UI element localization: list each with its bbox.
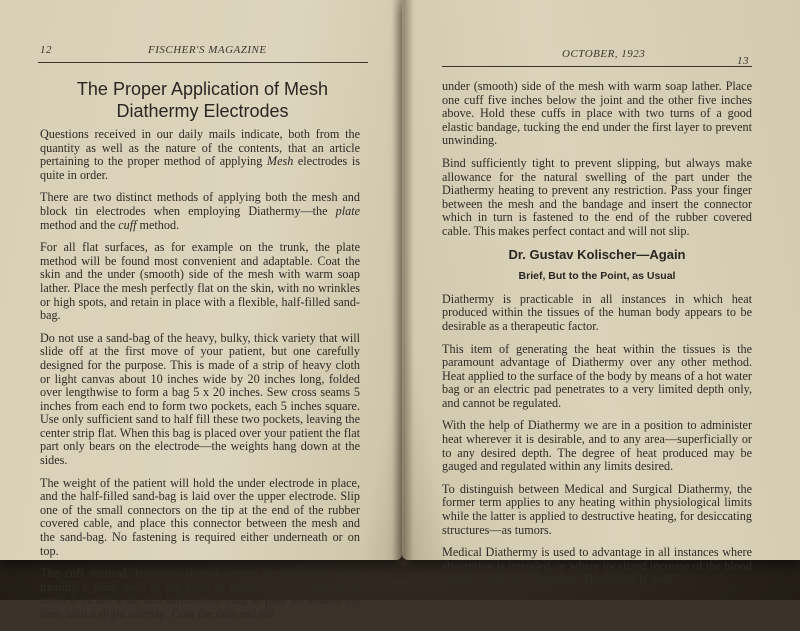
paragraph: There are two distinct methods of applying both the mesh and block tin electrodes when employing Diathermy—the plate method and the cuff method. [40, 190, 360, 232]
paragraph: With the help of Diathermy we are in a position to administer heat wherever it is desirable, and to any area—superficially or to any desired depth. The degree of heat produced may be gauged and regulated within any limits desired. [442, 418, 752, 474]
paragraph: The weight of the patient will hold the under electrode in place, and the half-filled sand-bag is laid over the upper electrode. Slip one of the small connectors on the tip at the end of the rubber covered cable, and place this connector between the mesh and the sand-bag. No fastening is required either underneath or on top. [40, 475, 360, 558]
right-column [442, 80, 752, 596]
paragraph: For all flat surfaces, as for example on the trunk, the plate method will be found most convenient and adaptable. Coat the skin and the under (smooth) side of the mesh with warm soap lather. Place the mesh perfectly flat on the skin, with no wrinkles or high spots, and retain in place with a flexible, half-filled sand-bag. [40, 240, 360, 323]
section-heading: Dr. Gustav Kolischer—Again [508, 246, 686, 262]
article-title [40, 78, 365, 122]
article-title-line2: Diathermy Electrodes [116, 101, 289, 121]
header-rule-right [442, 66, 752, 67]
paragraph: Questions received in our daily mails indicate, both from the quantity as well as the nature of the contents, that an article pertaining to the proper method of applying Mesh electrodes is quite in order. [40, 127, 360, 182]
section-subheading: Brief, But to the Point, as Usual [518, 270, 676, 283]
article-title-line1: The Proper Application of Mesh [76, 79, 329, 99]
paragraph: This item of generating the heat within the tissues is the paramount advantage of Diathermy over any other method. Heat applied to the surface of the body by means of a hot water bag or an electric pad penetrates to a very limited depth only, and cannot be regulated. [442, 341, 752, 410]
header-rule-left [38, 62, 368, 63]
paragraph: Medical Diathermy is used to advantage in all instances where absorption is intended, or where localized increase of the blood supply is desired. Therefore, Diathermy is used [442, 545, 752, 587]
paragraph: Diathermy is practicable in all instances in which heat produced within the tissues of the human body appears to be desirable as a therapeutic factor. [442, 291, 752, 333]
right-page [402, 0, 800, 587]
page-number-right: 13 [737, 55, 749, 67]
page-number-left: 12 [40, 44, 52, 56]
running-head-right: OCTOBER, 1923 [562, 48, 646, 60]
paragraph: Do not use a sand-bag of the heavy, bulky, thick variety that will slide off at the first move of your patient, but one carefully designed for the purpose. This is made of a strip of heavy cloth or light canvas about 10 inches wide by 20 inches long, folded over lengthwise to form a bag 5 x 20 inches. Sew cross seams 5 inches from each end to form two pockets, each 5 inches square. Use only sufficient sand to half fill these two pockets, leaving the center strip flat. When this bag is placed over your patient the flat part only bears on the electrode—the weights hang down at the sides. [40, 330, 360, 468]
paragraph: The cuff method, however, should always be employed when treating a joint, such as the knee or elbow. Use two pieces of mesh 3 inches wide and sufficiently long to pass all around the limb with a slight overlap. Coat the skin and the [40, 566, 360, 621]
paragraph: under (smooth) side of the mesh with warm soap lather. Place one cuff five inches below the joint and the other five inches above. Hold these cuffs in place with two turns of a good elastic bandage, tucking the end under the first layer to prevent unwinding. [442, 79, 752, 148]
paragraph: To distinguish between Medical and Surgical Diathermy, the former term applies to any heating within physiological limits while the latter is applied to destructive heating, for desiccating structures—as tumors. [442, 481, 752, 537]
running-head-left: FISCHER'S MAGAZINE [148, 44, 267, 56]
left-page [0, 0, 402, 621]
paragraph: Bind sufficiently tight to prevent slipping, but always make allowance for the natural swelling of the part under the Diathermy heating to prevent any restriction. Pass your finger between the mesh and the bandage and insert the connector which in turn is fastened to the end of the rubber covered cable. This makes perfect contact and will not slip. [442, 155, 752, 238]
left-column [40, 128, 360, 631]
